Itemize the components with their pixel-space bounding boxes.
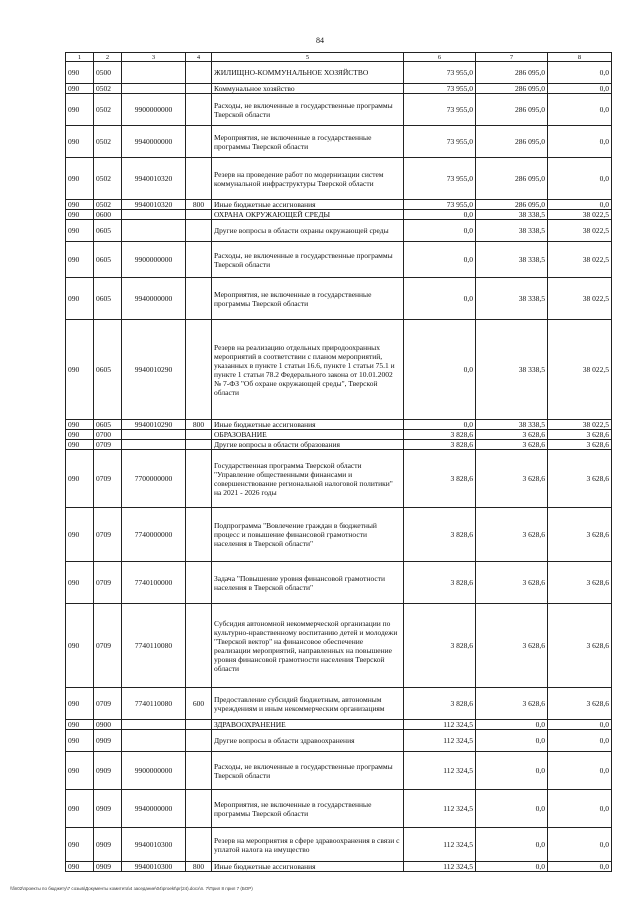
table-row	[66, 158, 612, 200]
amount-col8-cell: 38 022,5	[548, 220, 612, 242]
ministry-code-cell: 090	[66, 450, 94, 508]
ministry-code-cell: 090	[66, 604, 94, 688]
section-code-cell: 0600	[94, 210, 122, 220]
description-cell: Иные бюджетные ассигнования	[212, 420, 404, 430]
amount-col8-cell: 38 022,5	[548, 320, 612, 420]
amount-col8-cell: 3 628,6	[548, 430, 612, 440]
amount-col6-cell: 112 324,5	[404, 752, 476, 790]
amount-col7-cell: 3 628,6	[476, 688, 548, 720]
ministry-code-cell: 090	[66, 828, 94, 862]
expense-type-cell	[186, 440, 212, 450]
amount-col8-cell: 0,0	[548, 200, 612, 210]
target-article-cell: 9940000000	[122, 790, 186, 828]
amount-col6-cell: 73 955,0	[404, 126, 476, 158]
table-row	[66, 688, 612, 720]
expense-type-cell	[186, 730, 212, 752]
section-code-cell: 0909	[94, 730, 122, 752]
amount-col7-cell: 0,0	[476, 720, 548, 730]
amount-col7-cell: 38 338,5	[476, 420, 548, 430]
description-cell: Иные бюджетные ассигнования	[212, 200, 404, 210]
expense-type-cell: 800	[186, 862, 212, 872]
target-article-cell	[122, 430, 186, 440]
amount-col8-cell: 3 628,6	[548, 688, 612, 720]
amount-col7-cell: 0,0	[476, 828, 548, 862]
section-code-cell: 0709	[94, 440, 122, 450]
section-code-cell: 0709	[94, 562, 122, 604]
amount-col8-cell: 0,0	[548, 790, 612, 828]
ministry-code-cell: 090	[66, 730, 94, 752]
table-row	[66, 94, 612, 126]
table-row	[66, 320, 612, 420]
expense-type-cell	[186, 126, 212, 158]
expense-type-cell	[186, 562, 212, 604]
table-row	[66, 562, 612, 604]
amount-col6-cell: 3 828,6	[404, 450, 476, 508]
description-cell: Субсидия автономной некоммерческой организации по культурно-нравственному воспитанию детей и молодежи "Тверской вектор" на финансовое обеспечение реализации мероприятий, направленных на повышение уровня финансовой грамотности населения Тверской области	[212, 604, 404, 688]
table-row	[66, 210, 612, 220]
amount-col7-cell: 286 095,0	[476, 126, 548, 158]
section-code-cell: 0605	[94, 242, 122, 278]
amount-col7-cell: 38 338,5	[476, 210, 548, 220]
file-path-footer: \\fin02\проекты по бюджету\7 созыв\Документы комитета\4 заседание\04\proekt\pr(24).docx\п. 7\Прил 8 прил 7 (БОР)	[10, 886, 253, 891]
ministry-code-cell: 090	[66, 220, 94, 242]
amount-col6-cell: 73 955,0	[404, 84, 476, 94]
target-article-cell: 9940010300	[122, 862, 186, 872]
section-code-cell: 0502	[94, 126, 122, 158]
amount-col8-cell: 38 022,5	[548, 278, 612, 320]
amount-col8-cell: 3 628,6	[548, 508, 612, 562]
section-code-cell: 0709	[94, 508, 122, 562]
expense-type-cell	[186, 84, 212, 94]
table-row	[66, 440, 612, 450]
amount-col8-cell: 0,0	[548, 862, 612, 872]
amount-col6-cell: 0,0	[404, 210, 476, 220]
amount-col6-cell: 0,0	[404, 220, 476, 242]
amount-col7-cell: 286 095,0	[476, 84, 548, 94]
target-article-cell: 9940000000	[122, 278, 186, 320]
ministry-code-cell: 090	[66, 420, 94, 430]
section-code-cell: 0909	[94, 752, 122, 790]
amount-col8-cell: 0,0	[548, 62, 612, 84]
table-row	[66, 278, 612, 320]
amount-col6-cell: 0,0	[404, 278, 476, 320]
amount-col6-cell: 112 324,5	[404, 862, 476, 872]
amount-col7-cell: 3 628,6	[476, 604, 548, 688]
amount-col7-cell: 286 095,0	[476, 94, 548, 126]
table-row	[66, 790, 612, 828]
header-cell: 7	[476, 53, 548, 62]
expense-type-cell	[186, 430, 212, 440]
amount-col8-cell: 0,0	[548, 126, 612, 158]
amount-col7-cell: 3 628,6	[476, 450, 548, 508]
section-code-cell: 0709	[94, 604, 122, 688]
target-article-cell: 7740000000	[122, 508, 186, 562]
target-article-cell: 7740100000	[122, 562, 186, 604]
section-code-cell: 0909	[94, 790, 122, 828]
amount-col8-cell: 0,0	[548, 752, 612, 790]
target-article-cell	[122, 210, 186, 220]
amount-col6-cell: 112 324,5	[404, 720, 476, 730]
description-cell: Резерв на проведение работ по модернизации систем коммунальной инфраструктуры Тверской области	[212, 158, 404, 200]
expense-type-cell	[186, 278, 212, 320]
amount-col8-cell: 3 628,6	[548, 440, 612, 450]
section-code-cell: 0502	[94, 94, 122, 126]
section-code-cell: 0605	[94, 220, 122, 242]
ministry-code-cell: 090	[66, 210, 94, 220]
table-header-row	[66, 53, 612, 62]
ministry-code-cell: 090	[66, 752, 94, 790]
section-code-cell: 0909	[94, 862, 122, 872]
ministry-code-cell: 090	[66, 126, 94, 158]
amount-col6-cell: 73 955,0	[404, 158, 476, 200]
expense-type-cell	[186, 720, 212, 730]
ministry-code-cell: 090	[66, 720, 94, 730]
description-cell: Расходы, не включенные в государственные программы Тверской области	[212, 94, 404, 126]
header-cell: 6	[404, 53, 476, 62]
ministry-code-cell: 090	[66, 158, 94, 200]
header-cell: 1	[66, 53, 94, 62]
amount-col7-cell: 38 338,5	[476, 320, 548, 420]
description-cell: Другие вопросы в области охраны окружающей среды	[212, 220, 404, 242]
target-article-cell: 9900000000	[122, 752, 186, 790]
budget-table	[65, 52, 612, 872]
amount-col6-cell: 0,0	[404, 420, 476, 430]
target-article-cell: 7740110080	[122, 604, 186, 688]
target-article-cell	[122, 62, 186, 84]
ministry-code-cell: 090	[66, 790, 94, 828]
description-cell: ОБРАЗОВАНИЕ	[212, 430, 404, 440]
section-code-cell: 0909	[94, 828, 122, 862]
target-article-cell: 9940010290	[122, 420, 186, 430]
section-code-cell: 0709	[94, 688, 122, 720]
target-article-cell	[122, 730, 186, 752]
expense-type-cell	[186, 790, 212, 828]
expense-type-cell	[186, 508, 212, 562]
expense-type-cell: 800	[186, 420, 212, 430]
amount-col6-cell: 3 828,6	[404, 604, 476, 688]
amount-col7-cell: 0,0	[476, 730, 548, 752]
header-cell: 3	[122, 53, 186, 62]
description-cell: Мероприятия, не включенные в государственные программы Тверской области	[212, 126, 404, 158]
description-cell: Иные бюджетные ассигнования	[212, 862, 404, 872]
amount-col8-cell: 3 628,6	[548, 562, 612, 604]
expense-type-cell	[186, 210, 212, 220]
target-article-cell: 9900000000	[122, 242, 186, 278]
amount-col7-cell: 3 628,6	[476, 508, 548, 562]
section-code-cell: 0502	[94, 158, 122, 200]
table-row	[66, 720, 612, 730]
ministry-code-cell: 090	[66, 242, 94, 278]
description-cell: Коммунальное хозяйство	[212, 84, 404, 94]
amount-col7-cell: 3 628,6	[476, 430, 548, 440]
amount-col7-cell: 38 338,5	[476, 278, 548, 320]
ministry-code-cell: 090	[66, 688, 94, 720]
amount-col8-cell: 0,0	[548, 94, 612, 126]
amount-col6-cell: 112 324,5	[404, 828, 476, 862]
amount-col7-cell: 3 628,6	[476, 562, 548, 604]
target-article-cell: 9940010300	[122, 828, 186, 862]
table-row	[66, 752, 612, 790]
amount-col6-cell: 0,0	[404, 320, 476, 420]
description-cell: Государственная программа Тверской области "Управление общественными финансами и совершенствование региональной налоговой политики" на 2021 - 2026 годы	[212, 450, 404, 508]
header-cell: 2	[94, 53, 122, 62]
section-code-cell: 0605	[94, 420, 122, 430]
ministry-code-cell: 090	[66, 62, 94, 84]
description-cell: ЗДРАВООХРАНЕНИЕ	[212, 720, 404, 730]
table-row	[66, 220, 612, 242]
amount-col8-cell: 0,0	[548, 720, 612, 730]
section-code-cell: 0900	[94, 720, 122, 730]
expense-type-cell	[186, 604, 212, 688]
expense-type-cell: 800	[186, 200, 212, 210]
section-code-cell: 0500	[94, 62, 122, 84]
description-cell: ОХРАНА ОКРУЖАЮЩЕЙ СРЕДЫ	[212, 210, 404, 220]
amount-col6-cell: 3 828,6	[404, 440, 476, 450]
table-row	[66, 84, 612, 94]
expense-type-cell	[186, 220, 212, 242]
amount-col7-cell: 286 095,0	[476, 62, 548, 84]
section-code-cell: 0700	[94, 430, 122, 440]
page-number: 84	[316, 36, 324, 45]
table-row	[66, 604, 612, 688]
ministry-code-cell: 090	[66, 508, 94, 562]
amount-col6-cell: 3 828,6	[404, 508, 476, 562]
table-row	[66, 450, 612, 508]
expense-type-cell: 600	[186, 688, 212, 720]
table-row	[66, 828, 612, 862]
section-code-cell: 0605	[94, 320, 122, 420]
target-article-cell: 7740110080	[122, 688, 186, 720]
amount-col8-cell: 0,0	[548, 828, 612, 862]
target-article-cell: 9900000000	[122, 94, 186, 126]
table-row	[66, 62, 612, 84]
section-code-cell: 0605	[94, 278, 122, 320]
description-cell: Резерв на мероприятия в сфере здравоохранения в связи с уплатой налога на имущество	[212, 828, 404, 862]
ministry-code-cell: 090	[66, 862, 94, 872]
description-cell: Мероприятия, не включенные в государственные программы Тверской области	[212, 278, 404, 320]
ministry-code-cell: 090	[66, 94, 94, 126]
ministry-code-cell: 090	[66, 440, 94, 450]
ministry-code-cell: 090	[66, 320, 94, 420]
target-article-cell: 9940010290	[122, 320, 186, 420]
description-cell: Предоставление субсидий бюджетным, автономным учреждениям и иным некоммерческим организациям	[212, 688, 404, 720]
amount-col7-cell: 0,0	[476, 862, 548, 872]
section-code-cell: 0709	[94, 450, 122, 508]
description-cell: ЖИЛИЩНО-КОММУНАЛЬНОЕ ХОЗЯЙСТВО	[212, 62, 404, 84]
ministry-code-cell: 090	[66, 200, 94, 210]
description-cell: Расходы, не включенные в государственные программы Тверской области	[212, 242, 404, 278]
ministry-code-cell: 090	[66, 278, 94, 320]
amount-col6-cell: 73 955,0	[404, 62, 476, 84]
amount-col6-cell: 73 955,0	[404, 200, 476, 210]
section-code-cell: 0502	[94, 200, 122, 210]
table-row	[66, 420, 612, 430]
amount-col7-cell: 38 338,5	[476, 242, 548, 278]
amount-col6-cell: 73 955,0	[404, 94, 476, 126]
description-cell: Мероприятия, не включенные в государственные программы Тверской области	[212, 790, 404, 828]
description-cell: Подпрограмма "Вовлечение граждан в бюджетный процесс и повышение финансовой грамотности населения в Тверской области"	[212, 508, 404, 562]
expense-type-cell	[186, 752, 212, 790]
table-row	[66, 730, 612, 752]
amount-col8-cell: 38 022,5	[548, 420, 612, 430]
target-article-cell: 9940000000	[122, 126, 186, 158]
expense-type-cell	[186, 828, 212, 862]
amount-col8-cell: 0,0	[548, 84, 612, 94]
target-article-cell: 7700000000	[122, 450, 186, 508]
table-row	[66, 200, 612, 210]
description-cell: Другие вопросы в области образования	[212, 440, 404, 450]
amount-col8-cell: 3 628,6	[548, 450, 612, 508]
table-row	[66, 242, 612, 278]
table-row	[66, 862, 612, 872]
amount-col8-cell: 0,0	[548, 158, 612, 200]
target-article-cell: 9940010320	[122, 158, 186, 200]
amount-col7-cell: 0,0	[476, 790, 548, 828]
header-cell: 8	[548, 53, 612, 62]
ministry-code-cell: 090	[66, 84, 94, 94]
target-article-cell	[122, 440, 186, 450]
header-cell: 4	[186, 53, 212, 62]
expense-type-cell	[186, 450, 212, 508]
amount-col8-cell: 3 628,6	[548, 604, 612, 688]
amount-col7-cell: 286 095,0	[476, 200, 548, 210]
expense-type-cell	[186, 320, 212, 420]
amount-col8-cell: 38 022,5	[548, 210, 612, 220]
description-cell: Резерв на реализацию отдельных природоохранных мероприятий в соответствии с планом мероприятий, указанных в пункте 1 статьи 16.6, пункте 1 статьи 75.1 и пункте 1 статьи 78.2 Федерального закона от 10.01.2002 № 7-ФЗ "Об охране окружающей среды", Тверской области	[212, 320, 404, 420]
description-cell: Другие вопросы в области здравоохранения	[212, 730, 404, 752]
amount-col8-cell: 0,0	[548, 730, 612, 752]
target-article-cell	[122, 220, 186, 242]
table-row	[66, 508, 612, 562]
section-code-cell: 0502	[94, 84, 122, 94]
amount-col7-cell: 38 338,5	[476, 220, 548, 242]
table-row	[66, 126, 612, 158]
amount-col6-cell: 0,0	[404, 242, 476, 278]
target-article-cell	[122, 720, 186, 730]
amount-col6-cell: 3 828,6	[404, 688, 476, 720]
table-row	[66, 430, 612, 440]
expense-type-cell	[186, 158, 212, 200]
expense-type-cell	[186, 94, 212, 126]
ministry-code-cell: 090	[66, 430, 94, 440]
amount-col7-cell: 0,0	[476, 752, 548, 790]
amount-col6-cell: 112 324,5	[404, 790, 476, 828]
amount-col6-cell: 3 828,6	[404, 562, 476, 604]
amount-col7-cell: 3 628,6	[476, 440, 548, 450]
amount-col7-cell: 286 095,0	[476, 158, 548, 200]
header-cell: 5	[212, 53, 404, 62]
description-cell: Задача "Повышение уровня финансовой грамотности населения в Тверской области"	[212, 562, 404, 604]
target-article-cell: 9940010320	[122, 200, 186, 210]
target-article-cell	[122, 84, 186, 94]
amount-col8-cell: 38 022,5	[548, 242, 612, 278]
description-cell: Расходы, не включенные в государственные программы Тверской области	[212, 752, 404, 790]
amount-col6-cell: 112 324,5	[404, 730, 476, 752]
expense-type-cell	[186, 242, 212, 278]
amount-col6-cell: 3 828,6	[404, 430, 476, 440]
ministry-code-cell: 090	[66, 562, 94, 604]
expense-type-cell	[186, 62, 212, 84]
